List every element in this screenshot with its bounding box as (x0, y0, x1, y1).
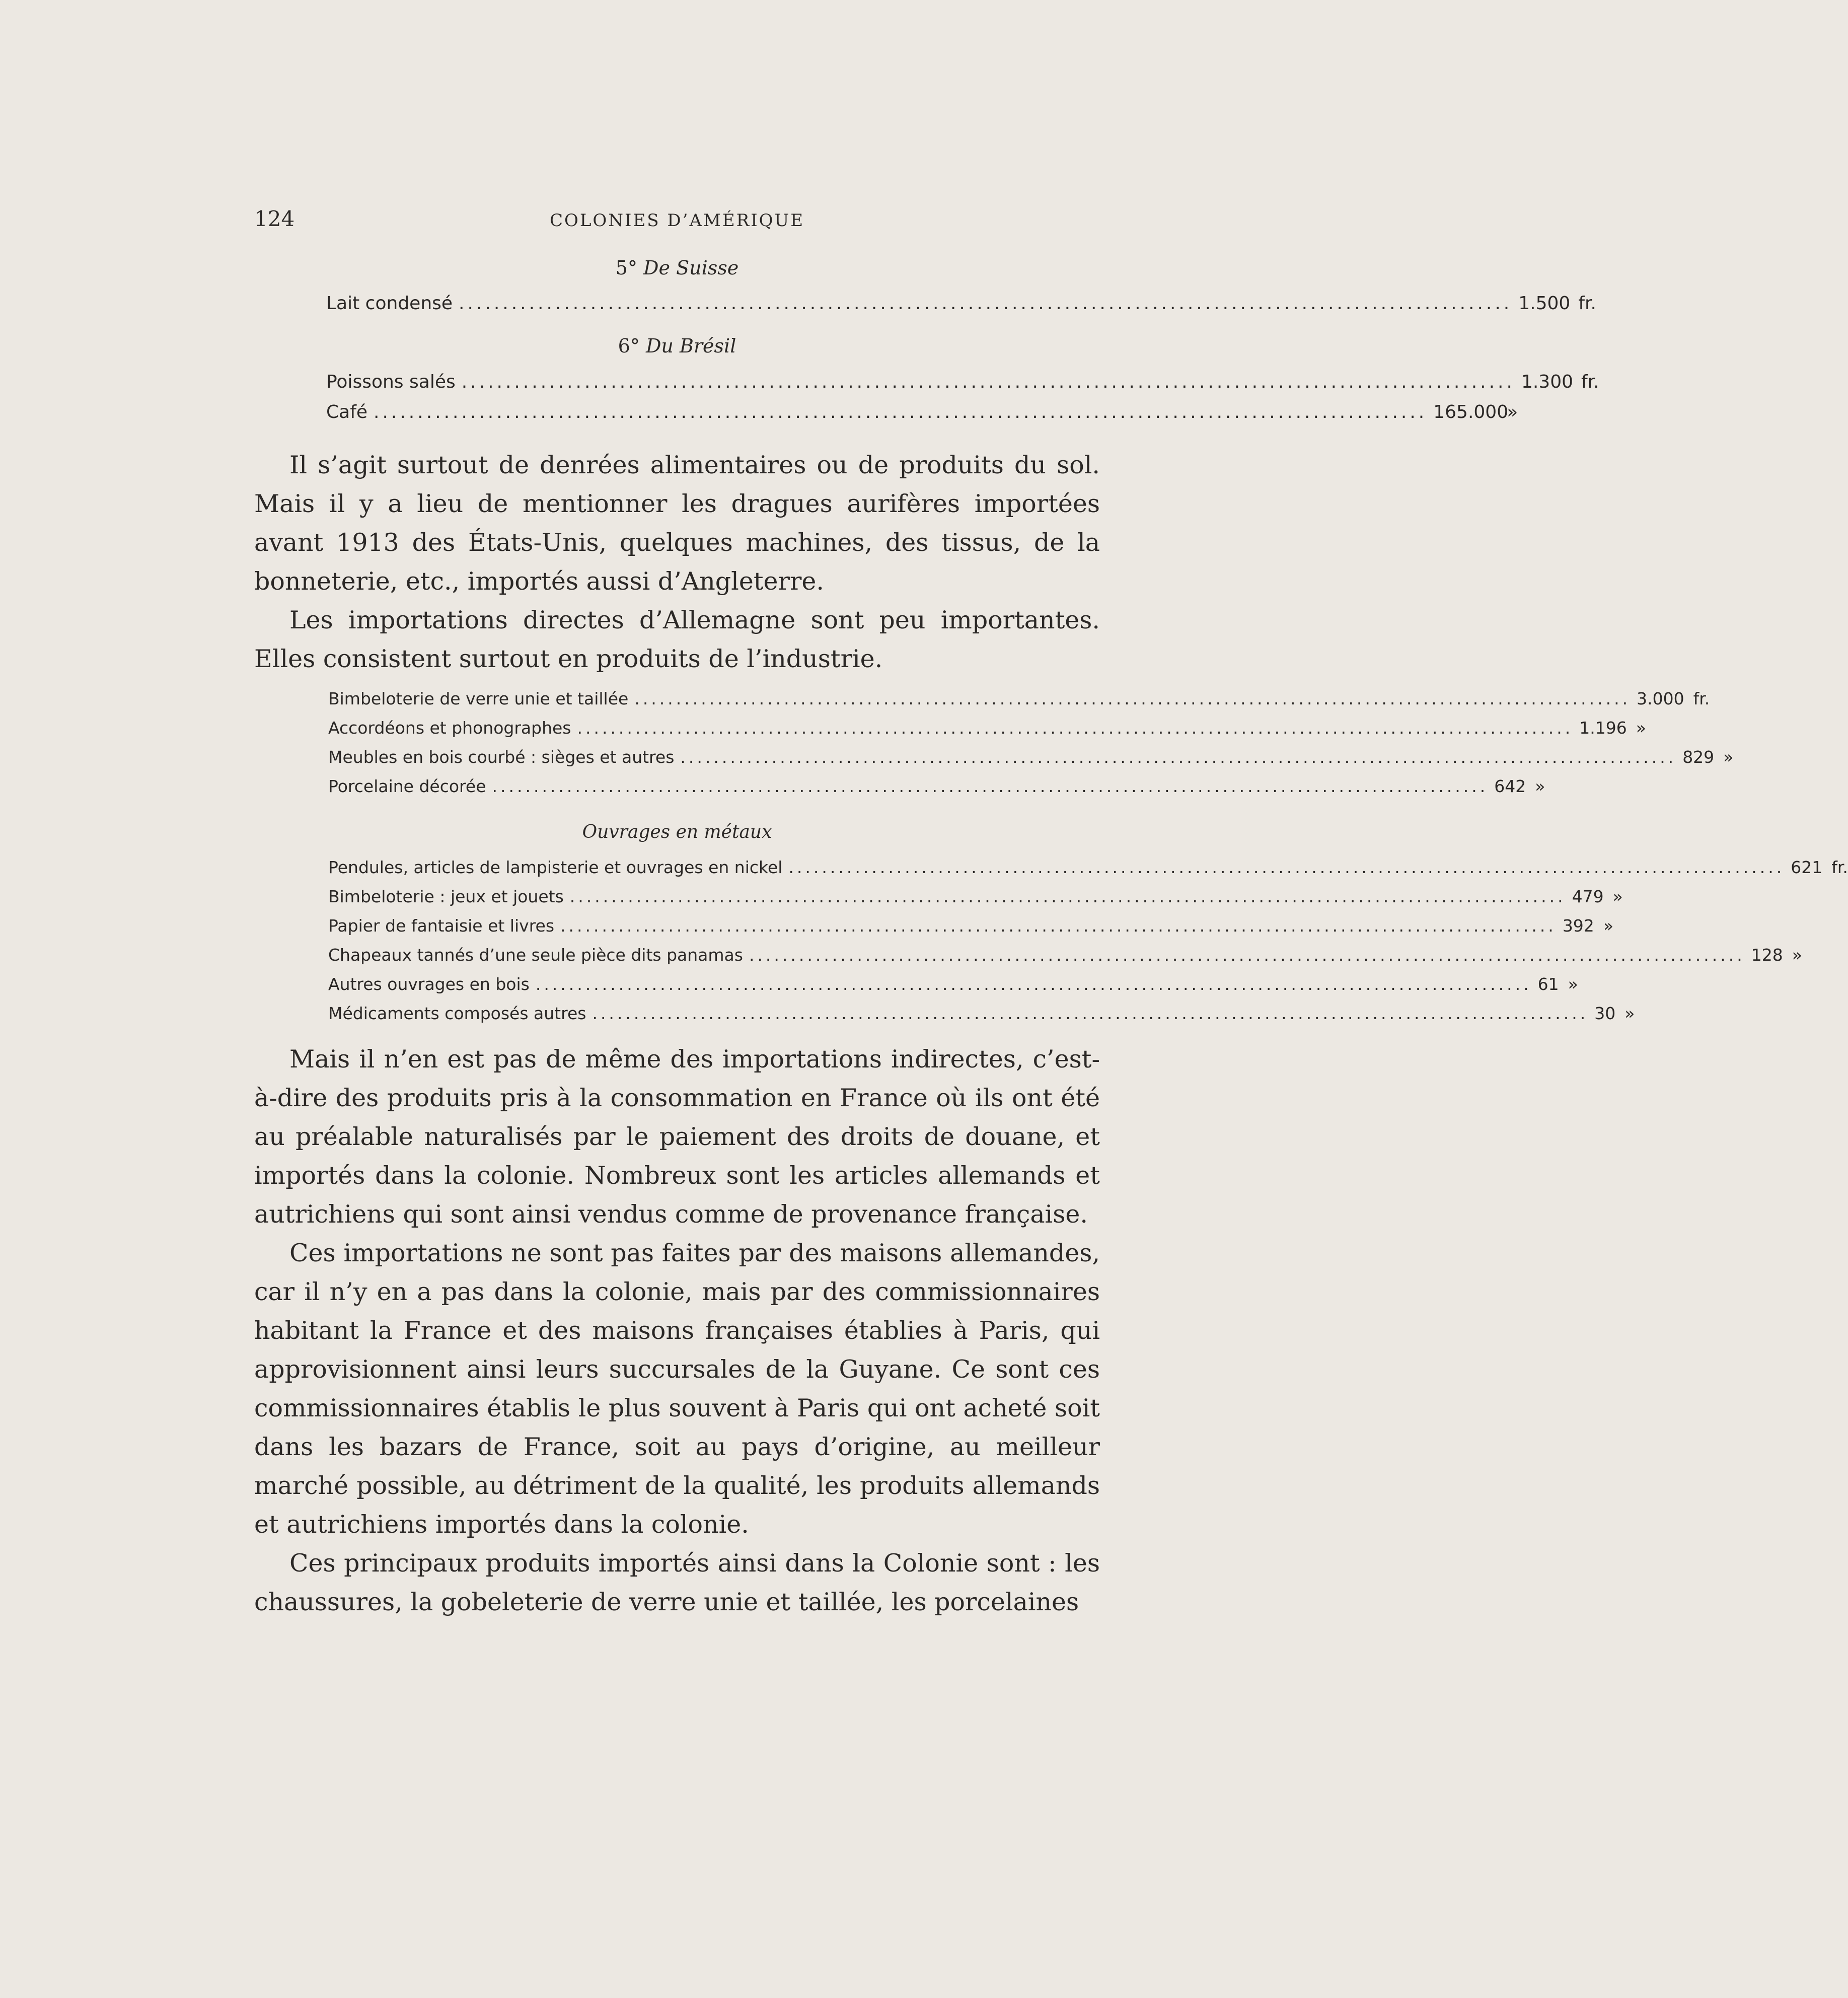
page-number: 124 (254, 206, 295, 231)
item-unit: » (1792, 945, 1802, 965)
item-value: 829 (1682, 747, 1715, 767)
subsection-heading: Ouvrages en métaux (582, 822, 772, 842)
leader-dots: ........................................................................................................................ (459, 293, 1513, 314)
item-value: 621 (1791, 858, 1823, 877)
leader-dots: ........................................................................................................................ (560, 916, 1557, 936)
item-unit: » (1612, 887, 1623, 906)
item-value: 479 (1572, 887, 1604, 906)
leader-dots: ........................................................................................................................ (592, 1004, 1589, 1023)
section-heading-bresil (254, 335, 1100, 357)
leader-dots: ........................................................................................................................ (788, 858, 1785, 877)
item-unit: fr. (1831, 858, 1848, 877)
item-value: 392 (1562, 916, 1594, 936)
item-unit: fr. (1581, 372, 1599, 392)
leader-dots: ........................................................................................................................ (374, 402, 1428, 422)
leader-dots: ........................................................................................................................ (577, 718, 1574, 738)
item-value: 3.000 (1637, 689, 1684, 708)
item-label: Poissons salés (326, 372, 456, 392)
table-row (328, 887, 1623, 906)
item-unit: » (1636, 718, 1646, 738)
item-label: Café (326, 402, 368, 422)
running-title: COLONIES D’AMÉRIQUE (549, 210, 805, 231)
table-row (328, 776, 1545, 796)
item-value: 1.196 (1579, 718, 1627, 738)
leader-dots: ........................................................................................................................ (492, 776, 1489, 796)
item-value: 128 (1751, 945, 1783, 965)
paragraph: Ces principaux produits importés ainsi dans la Colonie sont : les chaussures, la gobeleterie de verre unie et taillée, les porcelaines (254, 1549, 1100, 1616)
item-label: Accordéons et phonographes (328, 718, 571, 738)
paragraph: Ces importations ne sont pas faites par des maisons allemandes, car il n’y en a pas dans la colonie, mais par des commissionnaires habitant la France et des maisons françaises établies à Paris, qui approvisionnent ainsi leurs succursales de la Guyane. Ce sont ces commissionnaires établis le plus souvent à Paris qui ont acheté soit dans les bazars de France, soit au pays d’origine, au meilleur marché possible, au détriment de la qualité, les produits allemands et autrichiens importés dans la colonie. (254, 1239, 1100, 1539)
item-label: Médicaments composés autres (328, 1004, 586, 1023)
table-row (328, 974, 1578, 994)
table-row (326, 402, 1518, 422)
table-row (328, 945, 1802, 965)
page-header (254, 206, 1100, 242)
table-row (326, 372, 1599, 392)
section-title: De Suisse (643, 257, 739, 279)
item-unit: » (1723, 747, 1734, 767)
section-title: Du Brésil (645, 335, 736, 357)
item-value: 165.000 (1433, 402, 1509, 422)
item-unit: » (1603, 916, 1614, 936)
item-value: 1.300 (1521, 372, 1573, 392)
leader-dots: ........................................................................................................................ (680, 747, 1677, 767)
item-unit: fr. (1578, 293, 1596, 314)
item-label: Bimbeloterie de verre unie et taillée (328, 689, 629, 708)
table-row (328, 718, 1646, 738)
item-label: Pendules, articles de lampisterie et ouvrages en nickel (328, 858, 783, 877)
item-unit: » (1507, 402, 1518, 422)
item-value: 1.500 (1518, 293, 1571, 314)
table-row (328, 1004, 1635, 1023)
table-row (326, 293, 1596, 314)
table-row (328, 689, 1710, 708)
item-label: Autres ouvrages en bois (328, 974, 530, 994)
leader-dots: ........................................................................................................................ (535, 974, 1532, 994)
paragraph: Les importations directes d’Allemagne sont peu importantes. Elles consistent surtout en produits de l’industrie. (254, 606, 1100, 673)
table-row (328, 858, 1848, 877)
item-value: 61 (1537, 974, 1559, 994)
item-label: Meubles en bois courbé : sièges et autres (328, 747, 675, 767)
section-heading-suisse (254, 257, 1100, 279)
item-label: Bimbeloterie : jeux et jouets (328, 887, 564, 906)
item-value: 30 (1594, 1004, 1616, 1023)
leader-dots: ........................................................................................................................ (461, 372, 1515, 392)
leader-dots: ........................................................................................................................ (569, 887, 1566, 906)
body-text-2 (254, 1040, 1100, 1621)
item-unit: fr. (1693, 689, 1710, 708)
leader-dots: ........................................................................................................................ (749, 945, 1745, 965)
paragraph: Mais il n’en est pas de même des importations indirectes, c’est-à-dire des produits pris à la consommation en France où ils ont été au préalable naturalisés par le paiement des droits de douane, et importés dans la colonie. Nombreux sont les articles allemands et autrichiens qui sont ainsi vendus comme de provenance française. (254, 1045, 1100, 1229)
paragraph: Il s’agit surtout de denrées alimentaires ou de produits du sol. Mais il y a lieu de mentionner les dragues aurifères importées avant 1913 des États-Unis, quelques machines, des tissus, de la bonneterie, etc., importés aussi d’Angleterre. (254, 451, 1100, 596)
body-text-1 (254, 446, 1100, 678)
leader-dots: ........................................................................................................................ (634, 689, 1631, 708)
item-label: Porcelaine décorée (328, 776, 486, 796)
section-number: 5° (615, 257, 637, 279)
item-unit: » (1535, 776, 1545, 796)
item-label: Lait condensé (326, 293, 453, 314)
table-row (328, 747, 1734, 767)
item-value: 642 (1494, 776, 1526, 796)
table-row (328, 916, 1614, 936)
item-label: Chapeaux tannés d’une seule pièce dits panamas (328, 945, 743, 965)
item-unit: » (1568, 974, 1578, 994)
section-number: 6° (618, 335, 640, 357)
item-unit: » (1624, 1004, 1635, 1023)
item-label: Papier de fantaisie et livres (328, 916, 555, 936)
